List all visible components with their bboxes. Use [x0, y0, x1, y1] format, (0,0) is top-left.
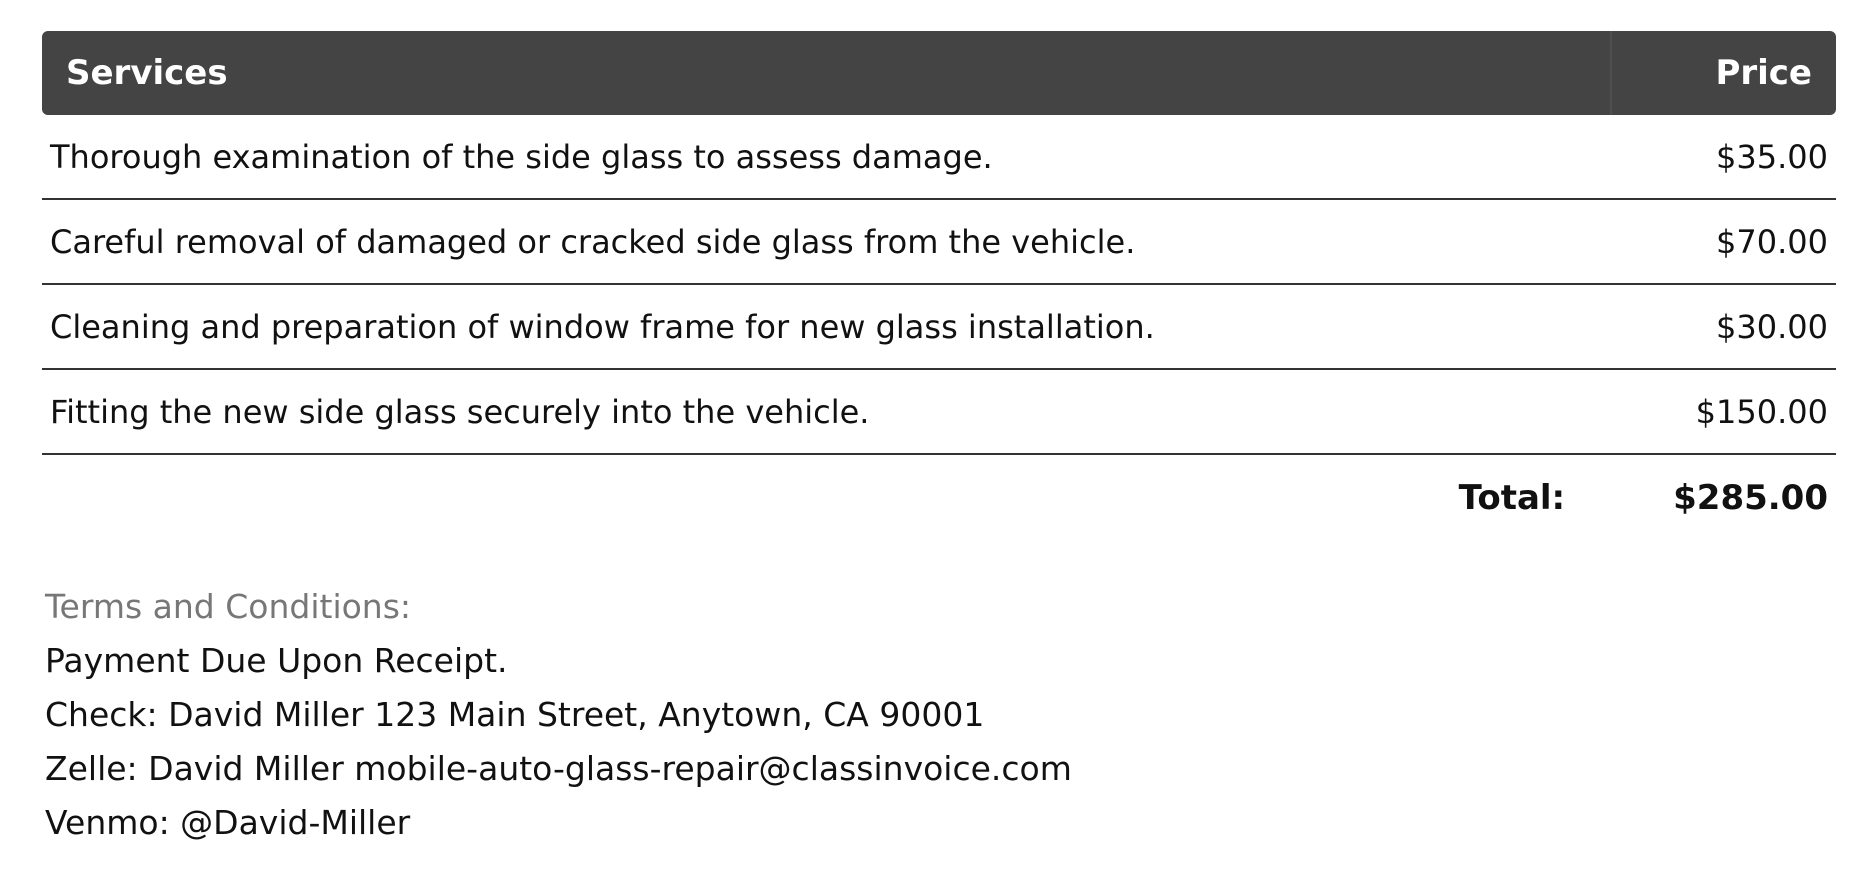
terms-zelle-info: Zelle: David Miller mobile-auto-glass-repair@classinvoice.com — [45, 749, 1072, 788]
terms-section — [45, 580, 1072, 850]
table-row — [42, 285, 1836, 370]
table-row — [42, 370, 1836, 455]
total-label: Total: — [1458, 478, 1566, 518]
terms-check-info: Check: David Miller 123 Main Street, Anytown, CA 90001 — [45, 695, 985, 734]
table-header — [42, 31, 1836, 115]
services-table — [42, 31, 1836, 541]
services-column-header: Services — [42, 31, 1612, 115]
service-price: $35.00 — [1716, 137, 1828, 176]
terms-payment-due: Payment Due Upon Receipt. — [45, 641, 508, 680]
terms-heading: Terms and Conditions: — [45, 587, 412, 626]
service-description: Thorough examination of the side glass to assess damage. — [50, 137, 993, 176]
terms-venmo-info: Venmo: @David-Miller — [45, 803, 411, 842]
table-row — [42, 200, 1836, 285]
table-row — [42, 115, 1836, 200]
service-description: Cleaning and preparation of window frame for new glass installation. — [50, 307, 1155, 346]
service-price: $70.00 — [1716, 222, 1828, 261]
service-description: Careful removal of damaged or cracked side glass from the vehicle. — [50, 222, 1136, 261]
service-description: Fitting the new side glass securely into the vehicle. — [50, 392, 870, 431]
total-value: $285.00 — [1673, 478, 1828, 518]
price-column-header: Price — [1715, 53, 1812, 93]
service-price: $150.00 — [1695, 392, 1828, 431]
total-row — [42, 455, 1836, 541]
service-price: $30.00 — [1716, 307, 1828, 346]
